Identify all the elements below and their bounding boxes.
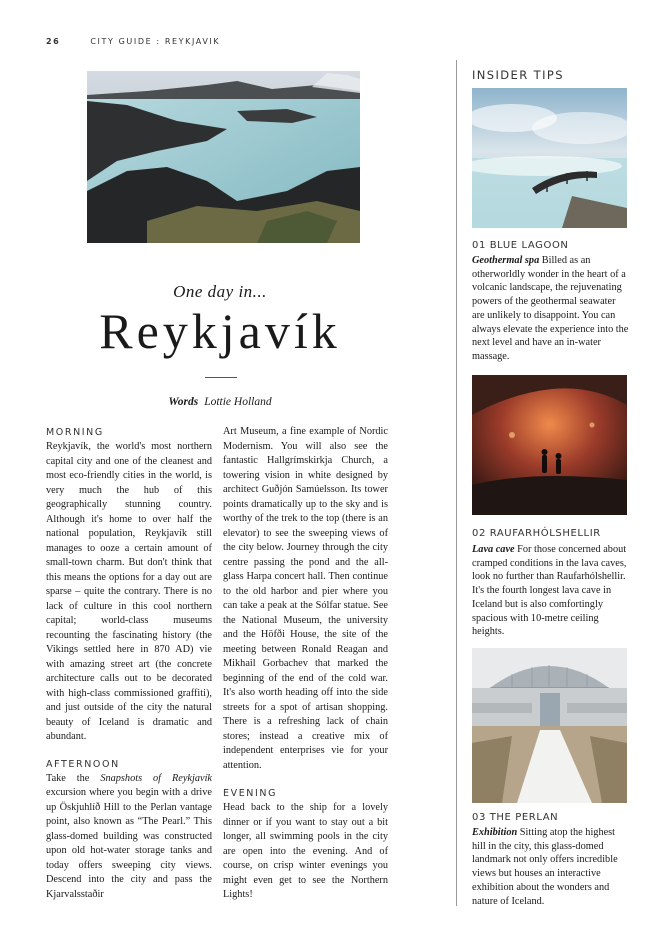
column-divider [456, 60, 457, 906]
perlan-dome-photo [472, 648, 627, 803]
page-header [46, 37, 220, 46]
article-kicker: One day in... [173, 282, 267, 301]
tip-3-heading: 03 THE PERLAN [472, 812, 559, 823]
article-column-2 [223, 425, 388, 903]
insider-tips-title: INSIDER TIPS [472, 68, 564, 82]
morning-text: Reykjavík, the world's most northern capital city and one of the cleanest and most eco-friendly cities in the world, is very much the hub of this geographically stunning country. Although it's home to over half the national population, Reykjavík still manages to ooze a certain amount of small-town charm. But don't think that this means the options for a day out are sparse – quite the contrary. There is no lack of culture in this cool northern capital; world-class museums recounting the fascinating history (the Vikings settled here in 870 AD) vie with amazing street art (the concrete architecture calls out to be decorated with high-class commissioned graffiti), and just outside of the city the natural beauty of Iceland is dramatic and abundant. [46, 441, 212, 742]
page-number: 26 [46, 37, 61, 46]
article-column-1 [46, 425, 212, 902]
hero-photo-blue-lagoon-landscape [87, 71, 360, 243]
section-label: CITY GUIDE : REYKJAVIK [90, 37, 221, 46]
byline [0, 396, 440, 408]
byline-label: Words [168, 396, 199, 408]
morning-heading: MORNING [46, 427, 104, 438]
tip-1-text: Geothermal spa Billed as an otherworldly wonder in the heart of a volcanic landscape, the rejuvenating powers of the geothermal seawater are unlikely to disappoint. You can always elevate the experience into the next level and have an in-water massage. [472, 255, 629, 362]
tip-3-text: Exhibition Sitting atop the highest hill in the city, this glass-domed landmark not only offers incredible views but houses an interactive exhibition about the wonders and nature of Iceland. [472, 827, 618, 907]
afternoon-text-continued: Art Museum, a fine example of Nordic Modernism. You will also see the fantastic Hallgrímskirkja Church, a towering vision in white designed by architect Guðjón Samúelsson. Its tower points dramatically up to the sky and is worthy of the trek to the top (there is an elevator) to see the sweeping views of the city below. Journey through the city centre passing the pond and the all-glass Harpa concert hall. Then continue to the old harbor and pier where you can take a peak at the Sólfar statue. See the National Museum, the university and the Höfði House, the site of the meeting between Ronald Reagan and Mikhail Gorbachev that marked the beginning of the end of the cold war. It's also worth heading off into the side streets for a spot of artisan shopping. There is a refreshing lack of chain stores; instead a creative mix of independent enterprises vie for your attention. [223, 426, 388, 771]
title-divider [205, 377, 237, 378]
afternoon-text: Take the Snapshots of Reykjavík excursion where you begin with a drive up Öskjuhlíð Hill to the Perlan vantage point, also known as “The Pearl.” This glass-domed building was constructed upon old hot-water storage tanks and today offers sweeping city views. Descend into the city and pass the Kjarvalsstaðir [46, 772, 212, 900]
afternoon-heading: AFTERNOON [46, 758, 120, 770]
lava-cave-photo [472, 375, 627, 515]
tip-1-heading: 01 BLUE LAGOON [472, 240, 569, 251]
blue-lagoon-photo [472, 88, 627, 228]
article-title: Reykjavík [99, 303, 341, 359]
tip-2-text: Lava cave For those concerned about cramped conditions in the lava caves, look no further than Raufarhólshellir. It's the fourth longest lava cave in Iceland but is also comfortingly spacious with 10-metre ceiling heights. [472, 544, 627, 638]
byline-author: Lottie Holland [204, 396, 272, 408]
evening-text: Head back to the ship for a lovely dinner or if you want to stay out a bit longer, all swimming pools in the city are open into the evening. And of course, on crisp winter evenings you might even get to see the Northern Lights! [223, 802, 388, 900]
tip-3-lead: Exhibition [472, 827, 518, 838]
excursion-name: Snapshots of Reykjavík [100, 772, 212, 784]
evening-heading: EVENING [223, 788, 278, 799]
tip-1-lead: Geothermal spa [472, 255, 540, 266]
tip-2-lead: Lava cave [472, 544, 515, 555]
tip-2-heading: 02 RAUFARHÓLSHELLIR [472, 528, 601, 539]
